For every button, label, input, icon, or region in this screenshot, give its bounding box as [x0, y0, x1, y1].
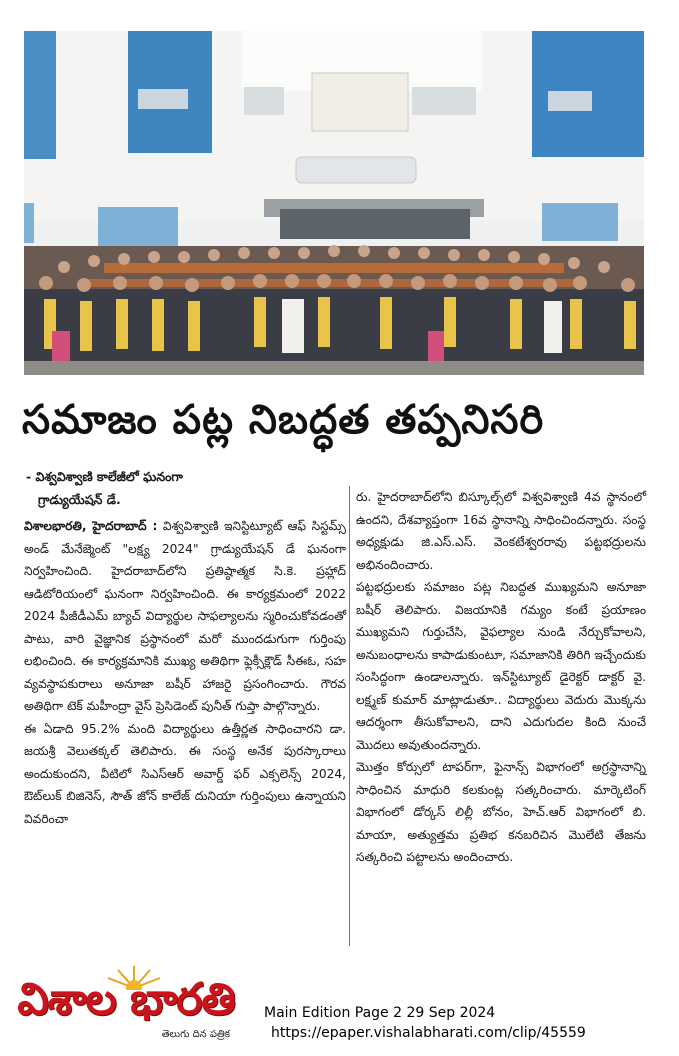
right-paragraph-2: పట్టభద్రులకు సమాజం పట్ల నిబద్ధత ముఖ్యమని అనూజా బషీర్ తెలిపారు. విజయానికి గమ్యం కంటే ప్రయాణం ముఖ్యమని గుర్తుచేసి, వైఫల్యాల నుండి నేర్చుకోవాలని, అనుబంధాలను కాపాడుకుంటూ, సమాజానికి తిరిగి ఇచ్చేందుకు సంసిద్ధంగా ఉండాలన్నారు. ఇన్‌స్టిట్యూట్ డైరెక్టర్ డాక్టర్ వై. లక్ష్మణ్ కుమార్ మాట్లాడుతూ.. విద్యార్థులు వెదురు మొక్కను ఆదర్శంగా తీసుకోవాలని, దాని ఎదుగుదల కింది నుంచే మొదలు అవుతుందన్నారు. [356, 580, 646, 752]
article-column-left [24, 466, 346, 830]
dateline: విశాలభారతి, హైదరాబాద్ : [24, 519, 158, 533]
column-divider [349, 486, 350, 946]
graduation-group-photo [24, 31, 644, 375]
edition-info: Main Edition Page 2 29 Sep 2024 [264, 1005, 496, 1021]
masthead-logo [4, 964, 244, 1056]
right-paragraph-1: రు. హైదరాబాద్‌లోని బిస్కూల్స్‌లో విశ్వవిశ్వాణి 4వ స్థానంలో ఉందని, దేశవ్యాప్తంగా 16వ స్థానాన్ని సాధించిందన్నారు. సంస్థ అధ్యక్షుడు జి.ఎస్.ఎస్. వెంకటేశ్వరరావు పట్టభద్రులను అభినందించారు. [356, 490, 646, 572]
article-column-right [356, 486, 646, 869]
left-paragraph-1-text: విశ్వవిశ్వాణి ఇనిస్టిట్యూట్ ఆఫ్ సిస్టమ్స్ అండ్ మేనేజ్మెంట్ "లక్ష్య 2024" గ్రాడ్యుయేషన్ డే ఘనంగా నిర్వహించింది. హైదరాబాద్‌లోని ప్రతిష్ఠాత్మక సి.కె. ప్రహ్లాద్ ఆడిటోరియంలో ఘనంగా నిర్వహించింది. ఈ కార్యక్రమంలో 2022 2024 పీజీడీఎమ్ బ్యాచ్ విద్యార్థుల సాఫల్యాలను స్మరించుకోవడంతో పాటు, వారి వైజ్ఞానిక ప్రస్థానంలో మరో ముందడుగుగా గుర్తింపు లభించింది. ఈ కార్యక్రమానికి ముఖ్య అతిథిగా ఫ్లెక్సీక్లౌడ్ సీఈఓ, సహ వ్యవస్థాపకురాలు అనూజా బషీర్ హాజరై ప్రసంగించారు. గౌరవ అతిథిగా టెక్ మహీంద్రా వైస్ ప్రెసిడెంట్ పునీత్ గుప్తా పాల్గొన్నారు. [24, 519, 346, 713]
article-headline: సమాజం పట్ల నిబద్ధత తప్పనిసరి [22, 397, 545, 443]
subheadline-line-2: గ్రాడ్యుయేషన్ డే. [38, 491, 121, 507]
masthead-name: విశాల భారతి [17, 974, 235, 1025]
masthead-tagline: తెలుగు దిన పత్రిక [161, 1029, 230, 1040]
subheadline-line-1: - విశ్వవిశ్వాణి కాలేజీలో ఘనంగా [26, 469, 183, 484]
clip-url-link[interactable]: https://epaper.vishalabharati.com/clip/45559 [271, 1025, 586, 1041]
right-paragraph-3: మొత్తం కోర్సులో టాపర్‌గా, ఫైనాన్స్ విభాగంలో అగ్రస్థానాన్ని సాధించిన మాధురి కలకుంట్ల సత్కరించారు. మార్కెటింగ్ విభాగంలో డోర్కస్ లిల్లీ బోనం, హెచ్.ఆర్ విభాగంలో బి. మాయా, అత్యుత్తమ ప్రతిభ కనబరిచిన మొలేటి తేజను సత్కరించి పట్టాలను అందించారు. [356, 760, 646, 864]
left-paragraph-2: ఈ ఏడాది 95.2% మంది విద్యార్థులు ఉత్తీర్ణత సాధించారని డా. జయశ్రీ వెలుతక్కల్ తెలిపారు. ఈ సంస్థ అనేక పురస్కారాలు అందుకుందని, వీటిలో సిఎస్ఆర్ అవార్డ్ ఫర్ ఎక్సలెన్స్ 2024, ఔట్‌లుక్ బిజినెస్, సౌత్ జోన్ కాలేజ్ దునియా గుర్తింపులు ఉన్నాయని వివరించా [24, 721, 346, 826]
photo-illustration [24, 31, 644, 375]
left-paragraph-1 [24, 515, 346, 718]
